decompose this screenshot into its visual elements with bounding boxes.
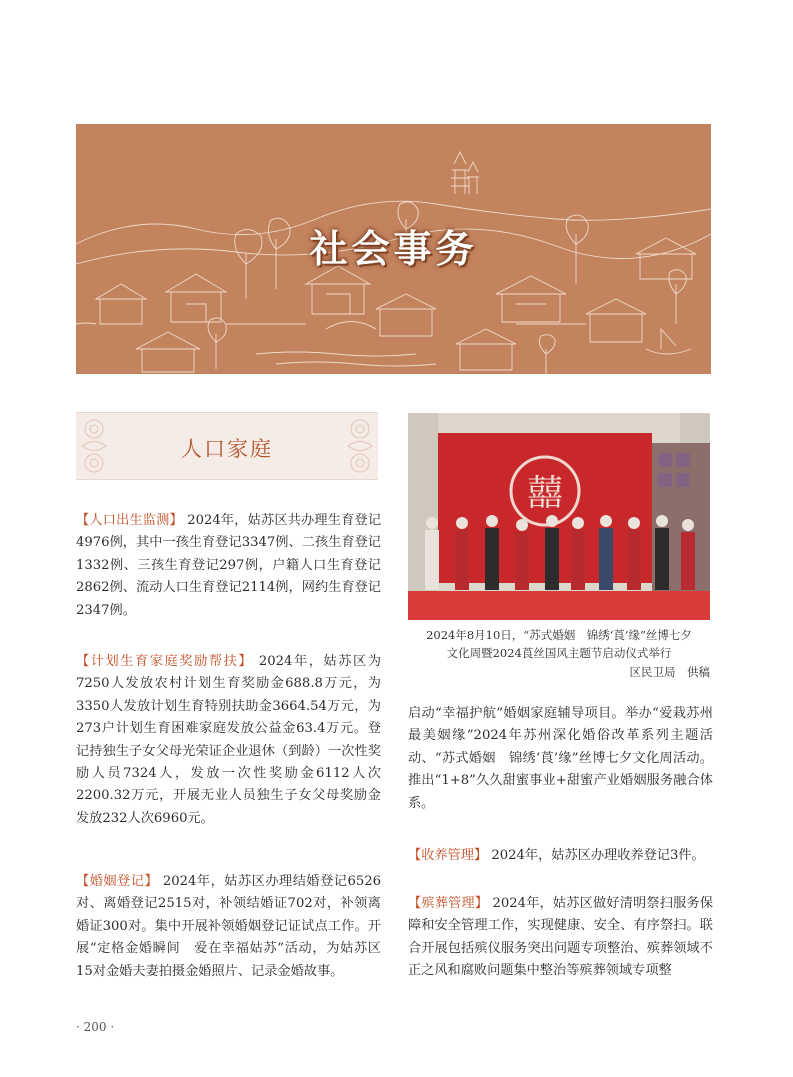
paragraph-text: 2024年，姑苏区办理结婚登记6526对、离婚登记2515对，补领结婚证702对，补领离婚证300对。集中开展补领婚姻登记证试点工作。开展“定格金婚瞬间 爱在幸福姑苏”活动，为姑苏区15对金婚夫妻拍摄金婚照片、记录金婚故事。: [76, 874, 382, 979]
paragraph-funeral: [408, 893, 713, 983]
paragraph-text: 2024年，姑苏区做好清明祭扫服务保障和安全管理工作，实现健康、安全、有序祭扫。联合开展包括殡仪服务突出问题专项整治、殡葬领域不正之风和腐败问题集中整治等殡葬领域专项整: [408, 896, 714, 979]
paragraph-adoption: [408, 845, 713, 867]
paragraph-text: 2024年，姑苏区共办理生育登记4976例，其中一孩生育登记3347例、二孩生育登记1332例、三孩生育登记297例，户籍人口生育登记2862例、流动人口生育登记2114例，网约生育登记2347例。: [76, 513, 382, 618]
event-photo: [408, 413, 710, 620]
paragraph-family-planning-rewards: [76, 651, 381, 830]
svg-text:囍: 囍: [526, 473, 564, 514]
event-photo-illustration: [408, 413, 710, 620]
paragraph-tag: 【收养管理】: [408, 848, 488, 863]
paragraph-text: 2024年，姑苏区为7250人发放农村计划生育奖励金688.8万元，为3350人发放计划生育特别扶助金3664.54万元，为273户计划生育困难家庭发放公益金63.4万元。登记持独生子女父母光荣证企业退休（到龄）一次性奖励人员7324人，发放一次性奖励金6112人次2200.32万元，开展无业人员独生子女父母奖励金发放232人次6960元。: [76, 654, 382, 826]
chapter-title: 社会事务: [309, 226, 478, 271]
photo-caption-line2: 文化周暨2024莨丝国风主题节启动仪式举行: [446, 646, 672, 660]
paragraph-tag: 【计划生育家庭奖励帮扶】: [76, 654, 254, 669]
photo-credit: 区民卫局 供稿: [629, 665, 710, 679]
paragraph-text: 2024年，姑苏区办理收养登记3件。: [491, 848, 705, 863]
paragraph-tag: 【殡葬管理】: [408, 896, 489, 911]
paragraph-text: 启动“幸福护航”婚姻家庭辅导项目。举办“爱栽苏州 最美姻缘”2024年苏州深化婚俗改革系列主题活动、“苏式婚姻 锦绣‘莨’缘”丝博七夕文化周活动。推出“1+8”久久甜蜜事业+甜蜜产业婚姻服务融合体系。: [408, 706, 727, 811]
paragraph-marriage-continued: [408, 703, 727, 815]
page-number: · 200 ·: [76, 1020, 115, 1034]
paragraph-birth-monitoring: [76, 510, 381, 622]
paragraph-marriage-registration: [76, 871, 381, 983]
section-title: 人口家庭: [181, 437, 273, 461]
chapter-banner: [76, 124, 711, 374]
section-header: [76, 412, 378, 480]
paragraph-tag: 【婚姻登记】: [76, 874, 159, 889]
paragraph-tag: 【人口出生监测】: [76, 513, 183, 528]
photo-caption-line1: 2024年8月10日，“苏式婚姻 锦绣‘莨’缘”丝博七夕: [426, 628, 692, 642]
